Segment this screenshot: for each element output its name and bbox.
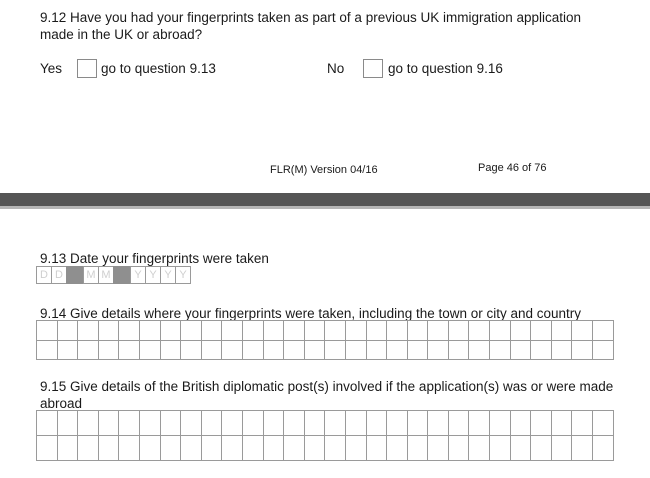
- char-box[interactable]: [222, 436, 243, 461]
- char-box[interactable]: [428, 436, 449, 461]
- char-box[interactable]: [387, 436, 408, 461]
- char-box[interactable]: [37, 341, 58, 360]
- char-box[interactable]: [490, 321, 511, 341]
- char-box[interactable]: [531, 341, 552, 360]
- char-box[interactable]: [58, 321, 79, 341]
- char-box[interactable]: [428, 341, 449, 360]
- char-box[interactable]: [161, 341, 182, 360]
- char-box[interactable]: [511, 411, 532, 436]
- char-box[interactable]: [78, 321, 99, 341]
- char-box[interactable]: [552, 436, 573, 461]
- char-box[interactable]: [305, 341, 326, 360]
- date-year-4[interactable]: Y: [175, 266, 191, 284]
- char-box[interactable]: [78, 436, 99, 461]
- char-box[interactable]: [572, 411, 593, 436]
- char-box[interactable]: [78, 411, 99, 436]
- char-box[interactable]: [408, 411, 429, 436]
- char-box[interactable]: [181, 411, 202, 436]
- char-box[interactable]: [325, 321, 346, 341]
- question-9-13-text: 9.13 Date your fingerprints were taken: [40, 251, 269, 266]
- char-box[interactable]: [140, 436, 161, 461]
- char-box[interactable]: [99, 341, 120, 360]
- char-box[interactable]: [264, 411, 285, 436]
- fingerprint-date-field[interactable]: [36, 266, 190, 284]
- char-box[interactable]: [593, 411, 614, 436]
- date-month-1[interactable]: M: [83, 266, 99, 284]
- char-box[interactable]: [449, 436, 470, 461]
- char-box[interactable]: [367, 436, 388, 461]
- diplomatic-post-input-grid[interactable]: [36, 410, 614, 461]
- char-box[interactable]: [58, 436, 79, 461]
- question-9-12-text: 9.12 Have you had your fingerprints taken as part of a previous UK immigration application made in the UK or abroad?: [40, 10, 582, 42]
- char-box[interactable]: [37, 411, 58, 436]
- char-box[interactable]: [552, 321, 573, 341]
- char-box[interactable]: [552, 411, 573, 436]
- char-box[interactable]: [408, 321, 429, 341]
- char-box[interactable]: [202, 321, 223, 341]
- date-year-3[interactable]: Y: [160, 266, 176, 284]
- char-box[interactable]: [99, 411, 120, 436]
- page-separator: [0, 193, 650, 206]
- char-box[interactable]: [511, 321, 532, 341]
- char-box[interactable]: [490, 341, 511, 360]
- char-box[interactable]: [119, 411, 140, 436]
- char-box[interactable]: [572, 341, 593, 360]
- char-box[interactable]: [490, 436, 511, 461]
- char-box[interactable]: [284, 341, 305, 360]
- char-box[interactable]: [346, 411, 367, 436]
- char-box[interactable]: [181, 341, 202, 360]
- char-box[interactable]: [264, 321, 285, 341]
- char-box[interactable]: [428, 411, 449, 436]
- char-box[interactable]: [325, 411, 346, 436]
- char-box[interactable]: [284, 411, 305, 436]
- char-box[interactable]: [243, 321, 264, 341]
- char-box[interactable]: [264, 436, 285, 461]
- char-box[interactable]: [469, 321, 490, 341]
- date-day-1[interactable]: D: [36, 266, 52, 284]
- char-box[interactable]: [243, 341, 264, 360]
- char-box[interactable]: [408, 341, 429, 360]
- char-box[interactable]: [408, 436, 429, 461]
- char-box[interactable]: [305, 411, 326, 436]
- char-box[interactable]: [37, 436, 58, 461]
- char-box[interactable]: [325, 436, 346, 461]
- question-9-15-text: 9.15 Give details of the British diplomatic post(s) involved if the application(s) was or were made abroad: [40, 379, 614, 411]
- char-box[interactable]: [243, 436, 264, 461]
- char-box[interactable]: [222, 321, 243, 341]
- char-box[interactable]: [511, 436, 532, 461]
- char-box[interactable]: [449, 341, 470, 360]
- char-box[interactable]: [367, 341, 388, 360]
- char-box[interactable]: [222, 411, 243, 436]
- char-box[interactable]: [305, 321, 326, 341]
- char-box[interactable]: [284, 321, 305, 341]
- char-box[interactable]: [449, 321, 470, 341]
- char-box[interactable]: [140, 321, 161, 341]
- char-box[interactable]: [161, 436, 182, 461]
- char-box[interactable]: [202, 436, 223, 461]
- char-box[interactable]: [58, 411, 79, 436]
- char-box[interactable]: [469, 341, 490, 360]
- char-box[interactable]: [161, 321, 182, 341]
- char-box[interactable]: [140, 341, 161, 360]
- date-day-2[interactable]: D: [51, 266, 67, 284]
- char-box[interactable]: [387, 411, 408, 436]
- char-box[interactable]: [593, 341, 614, 360]
- char-box[interactable]: [490, 411, 511, 436]
- char-box[interactable]: [531, 411, 552, 436]
- char-box[interactable]: [37, 321, 58, 341]
- char-box[interactable]: [78, 341, 99, 360]
- char-box[interactable]: [387, 341, 408, 360]
- char-box[interactable]: [140, 411, 161, 436]
- char-box[interactable]: [572, 436, 593, 461]
- date-separator: [66, 266, 84, 284]
- question-9-14-text: 9.14 Give details where your fingerprints were taken, including the town or city and country: [40, 306, 582, 321]
- char-box[interactable]: [367, 321, 388, 341]
- char-box[interactable]: [161, 411, 182, 436]
- char-box[interactable]: [243, 411, 264, 436]
- char-box[interactable]: [202, 341, 223, 360]
- date-separator: [113, 266, 131, 284]
- char-box[interactable]: [511, 341, 532, 360]
- char-box[interactable]: [428, 321, 449, 341]
- char-box[interactable]: [531, 436, 552, 461]
- char-box[interactable]: [325, 341, 346, 360]
- char-box[interactable]: [181, 436, 202, 461]
- char-box[interactable]: [387, 321, 408, 341]
- char-box[interactable]: [449, 411, 470, 436]
- char-box[interactable]: [367, 411, 388, 436]
- char-box[interactable]: [346, 436, 367, 461]
- char-box[interactable]: [469, 411, 490, 436]
- date-month-2[interactable]: M: [98, 266, 114, 284]
- char-box[interactable]: [593, 436, 614, 461]
- char-box[interactable]: [346, 321, 367, 341]
- char-box[interactable]: [119, 321, 140, 341]
- yes-goto-text: go to question 9.13: [101, 61, 216, 76]
- char-box[interactable]: [284, 436, 305, 461]
- char-box[interactable]: [99, 321, 120, 341]
- char-box[interactable]: [531, 321, 552, 341]
- char-box[interactable]: [305, 436, 326, 461]
- page-number: Page 46 of 76: [478, 162, 547, 174]
- char-box[interactable]: [469, 436, 490, 461]
- char-box[interactable]: [202, 411, 223, 436]
- char-box[interactable]: [119, 436, 140, 461]
- char-box[interactable]: [264, 341, 285, 360]
- char-box[interactable]: [119, 341, 140, 360]
- date-year-2[interactable]: Y: [145, 266, 161, 284]
- char-box[interactable]: [99, 436, 120, 461]
- char-box[interactable]: [346, 341, 367, 360]
- no-goto-text: go to question 9.16: [388, 61, 503, 76]
- char-box[interactable]: [58, 341, 79, 360]
- char-box[interactable]: [222, 341, 243, 360]
- page-separator-shadow: [0, 206, 650, 209]
- no-checkbox[interactable]: [363, 59, 383, 78]
- yes-label: Yes: [40, 61, 63, 76]
- no-label: No: [327, 61, 345, 76]
- char-box[interactable]: [552, 341, 573, 360]
- char-box[interactable]: [593, 321, 614, 341]
- char-box[interactable]: [181, 321, 202, 341]
- char-box[interactable]: [572, 321, 593, 341]
- form-version: FLR(M) Version 04/16: [270, 164, 378, 176]
- yes-checkbox[interactable]: [77, 59, 97, 78]
- date-year-1[interactable]: Y: [130, 266, 146, 284]
- fingerprint-location-input-grid[interactable]: [36, 320, 614, 360]
